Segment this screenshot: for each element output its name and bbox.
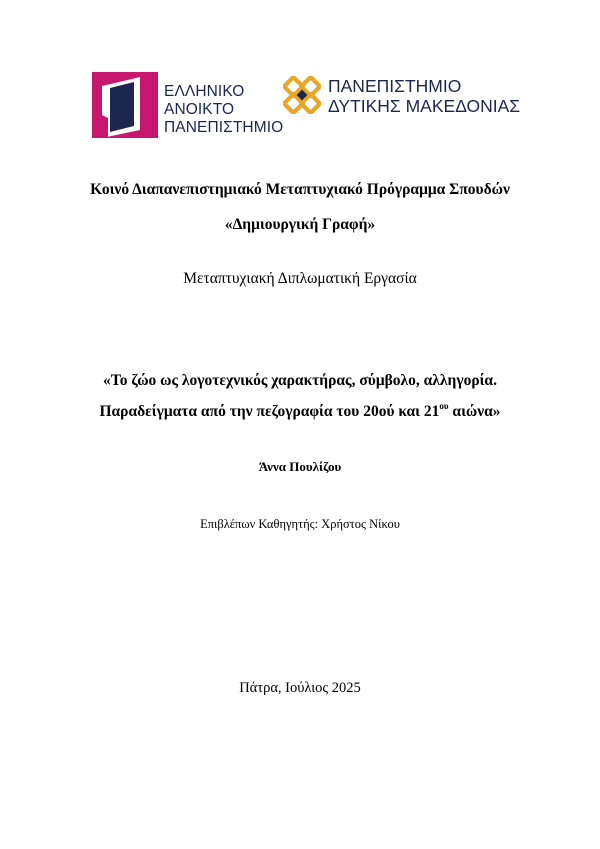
uowm-logo-line: ΠΑΝΕΠΙΣΤΗΜΙΟ: [328, 76, 462, 96]
eap-logo-icon: [90, 70, 160, 140]
thesis-title-line2: [0, 401, 600, 421]
eap-logo-line: ΠΑΝΕΠΙΣΤΗΜΙΟ: [164, 119, 284, 136]
uowm-logo-text: [328, 76, 520, 116]
uowm-logo-line: ΔΥΤΙΚΗΣ ΜΑΚΕΔΟΝΙΑΣ: [328, 96, 521, 116]
uowm-logo-icon: [283, 76, 321, 114]
author-name: Άννα Πουλίζου: [258, 459, 342, 474]
eap-logo-line: ΕΛΛΗΝΙΚΟ: [164, 83, 245, 100]
thesis-title-line1: «Το ζώο ως λογοτεχνικός χαρακτήρας, σύμβολο, αλληγορία.: [103, 372, 497, 389]
thesis-title-part: αιώνα»: [448, 403, 501, 420]
programme-name: «Δημιουργική Γραφή»: [224, 216, 376, 233]
thesis-title-part: Παραδείγματα από την πεζογραφία του 20ού και 21: [99, 403, 440, 420]
supervisor-line: Επιβλέπων Καθηγητής: Χρήστος Νίκου: [200, 517, 400, 531]
logos-header: [0, 70, 600, 145]
thesis-title-superscript: ου: [439, 401, 449, 411]
programme-heading: Κοινό Διαπανεπιστημιακό Μεταπτυχιακό Πρόγραμμα Σπουδών: [90, 181, 510, 198]
eap-logo-line: ΑΝΟΙΚΤΟ: [164, 101, 235, 118]
place-date: Πάτρα, Ιούλιος 2025: [239, 680, 361, 696]
eap-logo-text: [164, 83, 283, 137]
thesis-type: Μεταπτυχιακή Διπλωματική Εργασία: [183, 270, 417, 287]
